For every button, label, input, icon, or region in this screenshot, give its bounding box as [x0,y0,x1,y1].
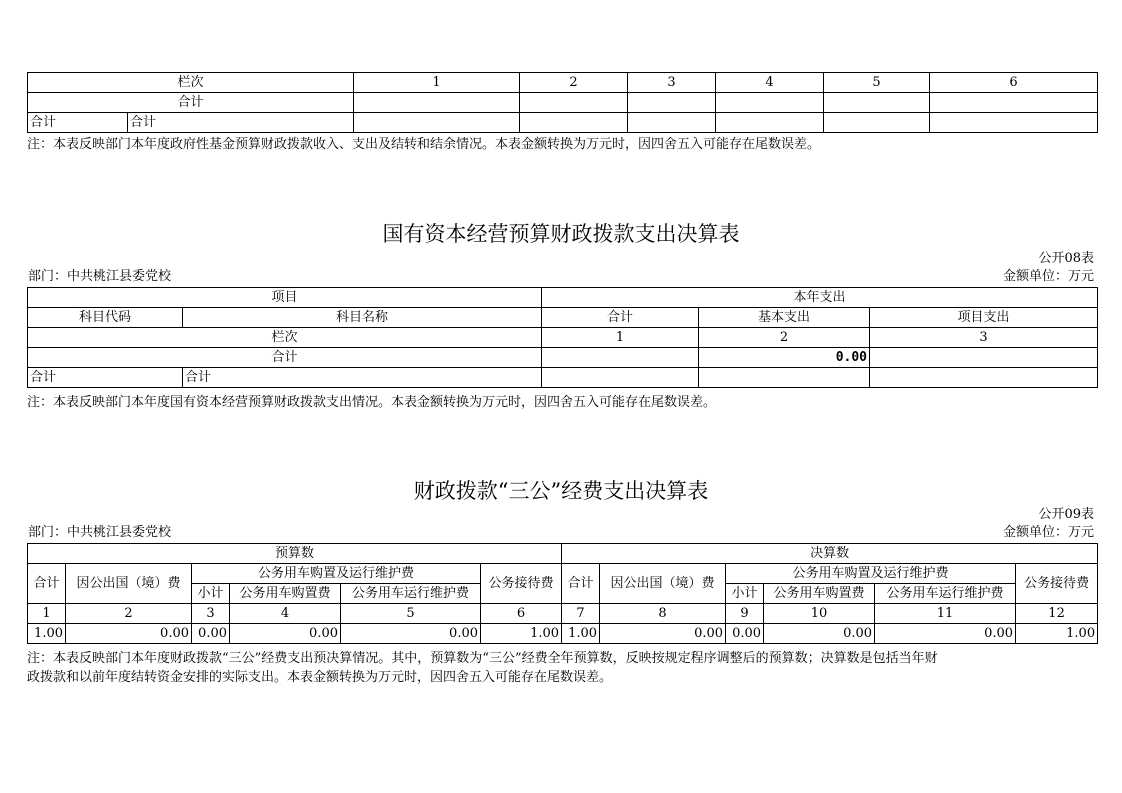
header-cell: 公务用车购置费 [230,584,341,604]
note-1: 注：本表反映部门本年度政府性基金预算财政拨款收入、支出及结转和结余情况。本表金额转换为万元时，因四舍五入可能存在尾数误差。 [27,137,821,152]
unit-label: 金额单位：万元 [1002,525,1094,540]
header-cell: 公务接待费 [1016,564,1098,604]
value-cell: 0.00 [192,624,230,644]
cell: 2 [66,604,192,624]
note-2: 注：本表反映部门本年度国有资本经营预算财政拨款支出情况。本表金额转换为万元时，因四舍五入可能存在尾数误差。 [27,395,717,410]
value-cell: 1.00 [1016,624,1098,644]
page-title: 财政拨款“三公”经费支出决算表 [413,479,709,503]
department: 部门：中共桃江县委党校 [28,525,172,540]
header-cell: 公务用车运行维护费 [341,584,481,604]
cell: 7 [562,604,600,624]
cell: 6 [481,604,562,624]
table-row [28,368,1098,388]
cell: 1 [542,328,699,348]
value-cell: 1.00 [481,624,562,644]
fund-table [27,72,1098,133]
cell: 3 [870,328,1098,348]
table-row [28,288,1098,308]
page-title: 国有资本经营预算财政拨款支出决算表 [382,222,740,246]
cell: 合计 [128,113,354,133]
cell: 4 [230,604,341,624]
table-row [28,113,1098,133]
header-cell: 决算数 [562,544,1098,564]
cell: 11 [875,604,1016,624]
header-cell: 2 [520,73,628,93]
cell: 9 [726,604,764,624]
header-cell: 基本支出 [699,308,870,328]
value-cell: 0.00 [600,624,726,644]
header-cell: 项目 [28,288,542,308]
value-cell: 0.00 [341,624,481,644]
unit-label: 金额单位：万元 [1002,269,1094,284]
header-cell: 科目代码 [28,308,183,328]
cell: 合计 [28,368,183,388]
header-cell: 合计 [542,308,699,328]
value-cell: 0.00 [726,624,764,644]
header-cell: 项目支出 [870,308,1098,328]
header-cell: 因公出国（境）费 [66,564,192,604]
header-cell: 预算数 [28,544,562,564]
cell: 12 [1016,604,1098,624]
cell: 合计 [183,368,542,388]
header-cell: 3 [628,73,716,93]
header-cell: 6 [930,73,1098,93]
value-cell: 0.00 [66,624,192,644]
cell: 2 [699,328,870,348]
table-row [28,564,1098,584]
header-cell: 小计 [192,584,230,604]
value-cell: 1.00 [562,624,600,644]
form-number: 公开08表 [1038,251,1094,266]
cell: 合计 [28,113,128,133]
three-public-table [27,543,1098,644]
table-row [28,544,1098,564]
table-row [28,308,1098,328]
header-cell: 因公出国（境）费 [600,564,726,604]
table-row [28,328,1098,348]
form-number: 公开09表 [1038,507,1094,522]
note-3-line-2: 政拨款和以前年度结转资金安排的实际支出。本表金额转换为万元时，因四舍五入可能存在尾数误差。 [27,670,613,685]
cell: 栏次 [28,328,542,348]
table-row [28,604,1098,624]
header-cell: 合计 [28,564,66,604]
header-cell: 本年支出 [542,288,1098,308]
cell: 合计 [28,348,542,368]
header-cell: 公务接待费 [481,564,562,604]
cell: 1 [28,604,66,624]
header-cell: 公务用车运行维护费 [875,584,1016,604]
value-cell: 0.00 [699,348,870,368]
header-cell: 合计 [562,564,600,604]
header-cell: 栏次 [28,73,354,93]
cell: 8 [600,604,726,624]
cell: 3 [192,604,230,624]
header-cell: 公务用车购置及运行维护费 [726,564,1016,584]
total-label: 合计 [28,93,354,113]
header-cell: 小计 [726,584,764,604]
header-cell: 公务用车购置费 [764,584,875,604]
table-row [28,93,1098,113]
note-3-line-1: 注：本表反映部门本年度财政拨款“三公”经费支出预决算情况。其中，预算数为“三公”经费全年预算数，反映按规定程序调整后的预算数；决算数是包括当年财 [27,651,938,666]
header-cell: 科目名称 [183,308,542,328]
table-row [28,348,1098,368]
header-cell: 1 [354,73,520,93]
value-cell: 1.00 [28,624,66,644]
value-cell: 0.00 [764,624,875,644]
header-cell: 4 [716,73,824,93]
cell: 5 [341,604,481,624]
table-row [28,624,1098,644]
value-cell: 0.00 [230,624,341,644]
table-row [28,73,1098,93]
state-capital-table [27,287,1098,388]
header-cell: 5 [824,73,930,93]
header-cell: 公务用车购置及运行维护费 [192,564,481,584]
value-cell: 0.00 [875,624,1016,644]
cell: 10 [764,604,875,624]
department: 部门：中共桃江县委党校 [28,269,172,284]
